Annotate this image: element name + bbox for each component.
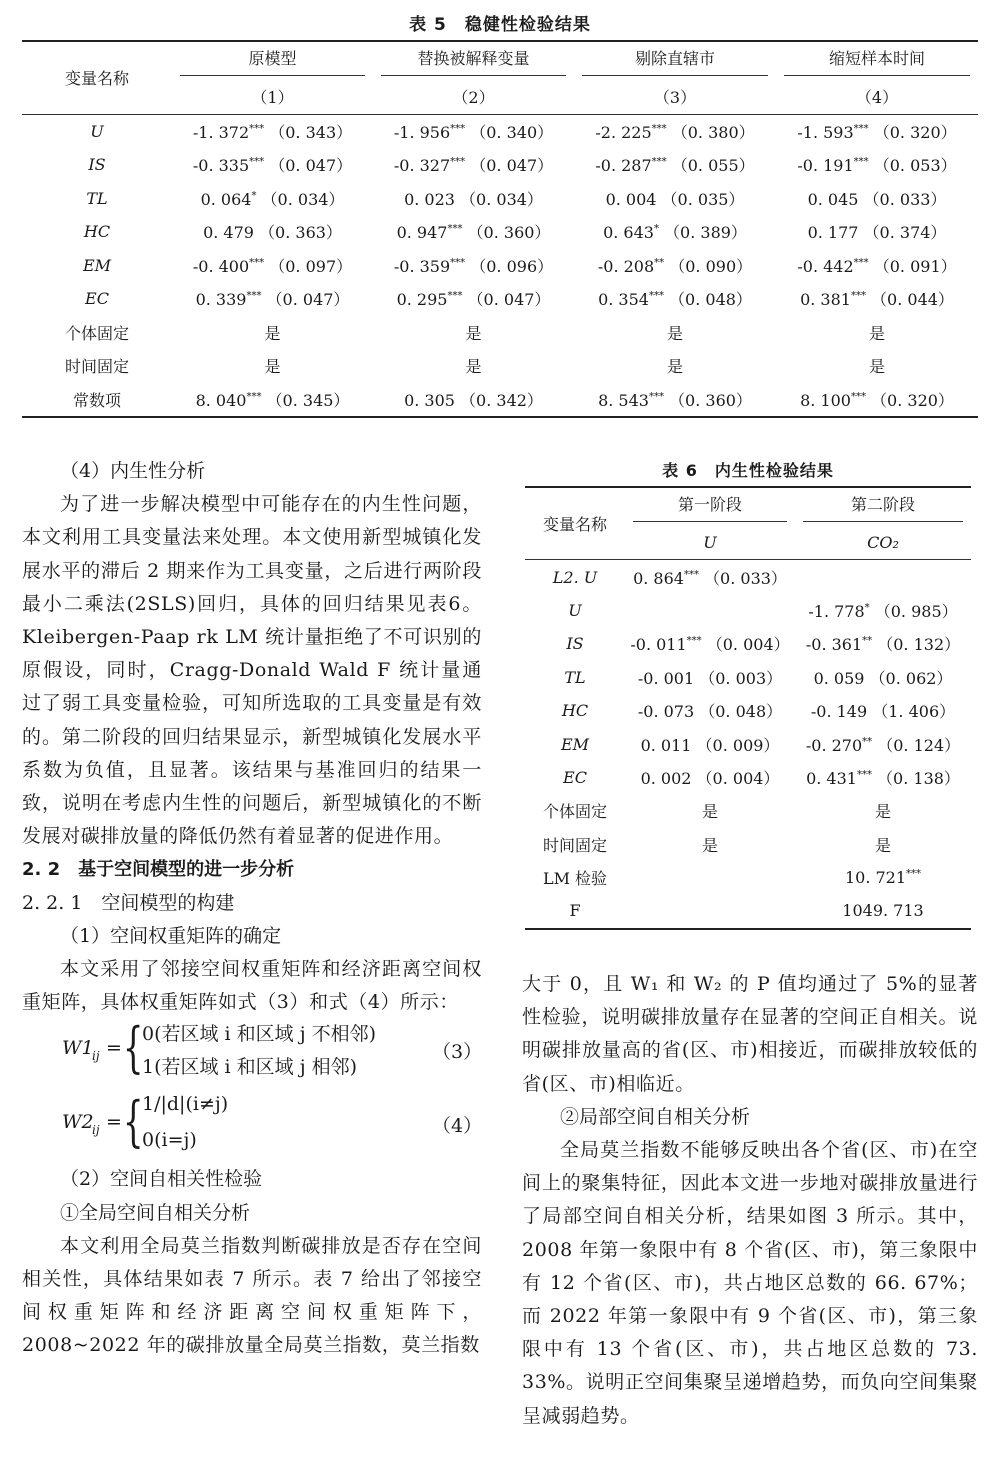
coef-value: 是 [701, 835, 718, 855]
table-cell [574, 349, 776, 383]
coef-value: 0. 864 [633, 568, 684, 588]
std-error: （0. 320） [865, 390, 954, 410]
std-error: （0. 047） [465, 156, 554, 176]
std-error: （0. 360） [462, 223, 551, 243]
moran-result-paragraph: 大于 0，且 W₁ 和 W₂ 的 P 值均通过了 5%的显著性检验，说明碳排放量存在显著的空间正自相关。说明碳排放量高的省(区、市)相接近，而碳排放较低的省(区、市)相临近。 [522, 973, 978, 1095]
table-cell [625, 594, 795, 627]
coef-value: 1049. 713 [842, 901, 924, 921]
significance-stars: *** [249, 156, 265, 168]
coef-value: 0. 354 [598, 290, 649, 310]
std-error: （0. 047） [264, 156, 353, 176]
significance-stars: *** [853, 123, 869, 135]
coef-value: 0. 177 [807, 223, 859, 243]
std-error: （0. 380） [666, 122, 755, 142]
row-label: HC [83, 222, 111, 242]
coef-value: 0. 305 [404, 390, 455, 410]
row-label: EC [85, 289, 109, 309]
coef-value: 是 [868, 357, 885, 377]
sub-1-heading: （1）空间权重矩阵的确定 [60, 924, 282, 947]
std-error: （0. 091） [868, 256, 957, 276]
table-cell [625, 694, 795, 727]
std-error: （0. 138） [871, 768, 960, 788]
coef-value: -0. 191 [797, 156, 854, 176]
significance-stars: *** [856, 769, 872, 781]
eq3-sub: ij [92, 1049, 100, 1064]
weight-matrix-paragraph: 本文采用了邻接空间权重矩阵和经济距离空间权重矩阵，具体权重矩阵如式（3）和式（4）所示： [22, 958, 482, 1014]
coef-value: -1. 778 [808, 601, 865, 621]
coef-value: -0. 011 [630, 635, 687, 655]
model-number: （3） [653, 88, 697, 108]
significance-stars: *** [850, 391, 866, 403]
std-error: （0. 044） [865, 290, 954, 310]
coef-value: -0. 361 [805, 635, 863, 655]
var-header: 变量名称 [64, 69, 129, 89]
table-row [525, 694, 971, 727]
eq3-number: （3） [432, 1041, 483, 1064]
left-column [22, 455, 482, 1363]
significance-stars: ** [654, 257, 665, 269]
coef-value: -0. 270 [805, 735, 863, 755]
table-cell [776, 282, 978, 316]
table-cell [574, 282, 776, 316]
significance-stars: * [251, 190, 257, 202]
coef-value: 0. 023 [404, 189, 455, 209]
significance-stars: *** [651, 123, 667, 135]
table-cell [172, 148, 373, 182]
coef-value: 10. 721 [844, 868, 907, 888]
table-cell [574, 383, 776, 417]
table-row [525, 828, 971, 861]
section-4-heading: （4）内生性分析 [60, 460, 206, 482]
table-cell [625, 761, 795, 794]
std-error: （0. 985） [869, 601, 958, 621]
coef-value: 8. 040 [195, 390, 247, 410]
local-autocorr-heading: ②局部空间自相关分析 [560, 1105, 751, 1128]
table-row [525, 794, 971, 827]
std-error: （0. 374） [858, 223, 947, 243]
model-number: （4） [855, 88, 899, 108]
std-error: （0. 340） [465, 122, 554, 142]
std-error: （0. 360） [663, 390, 752, 410]
coef-value: 0. 381 [800, 290, 851, 310]
table-cell [172, 316, 373, 350]
table-cell [776, 349, 978, 383]
significance-stars: *** [447, 290, 463, 302]
table-cell [776, 215, 978, 249]
significance-stars: *** [648, 391, 664, 403]
coef-value: 是 [465, 357, 482, 377]
significance-stars: *** [249, 123, 265, 135]
eq3-brace: { [122, 1016, 144, 1080]
coef-value: 是 [874, 802, 891, 822]
table-row [525, 861, 971, 894]
significance-stars: *** [249, 257, 265, 269]
table-cell [795, 861, 971, 894]
coef-value: -0. 400 [192, 256, 250, 276]
table-row [22, 215, 978, 249]
std-error: （0. 345） [261, 390, 350, 410]
table-cell [795, 761, 971, 794]
table-cell [625, 894, 795, 927]
row-label: HC [561, 701, 589, 721]
table-row [22, 316, 978, 350]
dep-var: U [703, 533, 717, 553]
coef-value: 是 [465, 323, 482, 343]
row-label: U [90, 121, 104, 141]
std-error: （0. 004） [701, 635, 790, 655]
row-label: 常数项 [72, 390, 121, 410]
table-cell [373, 316, 574, 350]
std-error: （0. 034） [256, 189, 345, 209]
table-row [22, 148, 978, 182]
stage-header: 第一阶段 [633, 492, 787, 522]
table-6-body [525, 488, 971, 928]
std-error: （0. 090） [664, 256, 753, 276]
std-error: （0. 048） [694, 702, 783, 722]
significance-stars: *** [853, 257, 869, 269]
coef-value: 0. 339 [195, 290, 247, 310]
significance-stars: *** [246, 391, 262, 403]
dep-var: CO₂ [867, 533, 899, 553]
section-2-2-heading: 2. 2 基于空间模型的进一步分析 [22, 859, 295, 881]
table-cell [574, 215, 776, 249]
table-row [525, 761, 971, 794]
table-cell [776, 316, 978, 350]
table-cell [172, 383, 373, 417]
coef-value: -1. 956 [393, 122, 451, 142]
std-error: （0. 389） [658, 223, 747, 243]
coef-value: 8. 100 [800, 390, 851, 410]
std-error: （0. 034） [454, 189, 543, 209]
sub-2-heading: （2）空间自相关性检验 [60, 1168, 263, 1191]
significance-stars: *** [686, 636, 702, 648]
eq3-lhs: W1 [62, 1037, 94, 1060]
eq3-case-1: 0(若区域 i 和区域 j 不相邻) [142, 1023, 377, 1046]
coef-value: -0. 359 [393, 256, 451, 276]
std-error: （0. 047） [462, 290, 551, 310]
std-error: （0. 047） [261, 290, 350, 310]
eq3-case-2: 1(若区域 i 和区域 j 相邻) [142, 1056, 358, 1079]
table-6-rows [525, 560, 971, 928]
eq4-sub: ij [92, 1123, 100, 1138]
row-label: U [568, 600, 582, 620]
coef-value: 是 [666, 323, 683, 343]
std-error: （0. 053） [868, 156, 957, 176]
model-header: 剔除直辖市 [582, 46, 768, 76]
row-label: L2. U [552, 567, 598, 587]
eq4-case-1: 1/|d|(i≠j) [142, 1093, 229, 1116]
significance-stars: *** [853, 156, 869, 168]
table-row [22, 383, 978, 417]
table-5 [22, 10, 978, 418]
std-error: （0. 124） [872, 735, 961, 755]
table-row [525, 627, 971, 660]
significance-stars: *** [450, 257, 466, 269]
std-error: （0. 343） [264, 122, 353, 142]
coef-value: 0. 431 [806, 768, 857, 788]
coef-value: -0. 208 [597, 256, 655, 276]
row-label: EM [560, 734, 590, 754]
std-error: （0. 033） [698, 568, 787, 588]
table-cell [625, 828, 795, 861]
table-cell [795, 727, 971, 760]
table-6-caption: 表 6 内生性检验结果 [662, 461, 834, 480]
table-cell [795, 661, 971, 694]
table-cell [574, 182, 776, 216]
var-header: 变量名称 [542, 515, 607, 535]
table-cell [172, 349, 373, 383]
significance-stars: * [653, 223, 659, 235]
row-label: EM [82, 255, 112, 275]
coef-value: -0. 335 [192, 156, 250, 176]
table-row [525, 560, 971, 594]
std-error: （0. 062） [864, 668, 953, 688]
table-cell [795, 894, 971, 927]
table-cell [373, 282, 574, 316]
sub-3-heading: ①全局空间自相关分析 [60, 1201, 251, 1224]
table-cell [373, 182, 574, 216]
std-error: （0. 363） [253, 223, 342, 243]
significance-stars: *** [651, 156, 667, 168]
coef-value: 是 [868, 323, 885, 343]
coef-value: 0. 059 [813, 668, 865, 688]
table-cell [776, 182, 978, 216]
table-cell [574, 249, 776, 283]
coef-value: -2. 225 [595, 122, 652, 142]
model-header: 替换被解释变量 [381, 46, 566, 76]
coef-value: 是 [701, 802, 718, 822]
row-label: EC [563, 767, 587, 787]
table-cell [625, 727, 795, 760]
eq4-case-2: 0(i=j) [142, 1129, 197, 1152]
table-cell [172, 182, 373, 216]
table-cell [625, 627, 795, 660]
table-cell [574, 114, 776, 148]
std-error: （0. 097） [264, 256, 353, 276]
coef-value: -0. 149 [810, 702, 868, 722]
coef-value: 0. 064 [200, 189, 252, 209]
eq4-lhs: W2 [62, 1111, 94, 1134]
coef-value: 0. 011 [640, 735, 692, 755]
significance-stars: *** [246, 290, 262, 302]
coef-value: -1. 593 [797, 122, 854, 142]
coef-value: -0. 442 [797, 256, 854, 276]
table-cell [373, 349, 574, 383]
row-label: 时间固定 [64, 357, 129, 377]
row-label: IS [566, 634, 584, 654]
table-cell [795, 594, 971, 627]
table-cell [776, 148, 978, 182]
table-row [525, 594, 971, 627]
table-row [525, 894, 971, 927]
table-row [22, 114, 978, 148]
coef-value: 8. 543 [598, 390, 649, 410]
std-error: （0. 035） [656, 189, 745, 209]
significance-stars: *** [906, 868, 922, 880]
table-cell [625, 560, 795, 594]
table-6 [525, 456, 971, 930]
coef-value: 0. 002 [640, 768, 692, 788]
eq4-number: （4） [432, 1115, 483, 1138]
table-row [22, 349, 978, 383]
coef-value: 0. 295 [396, 290, 448, 310]
coef-value: -1. 372 [192, 122, 250, 142]
std-error: （0. 320） [868, 122, 957, 142]
significance-stars: ** [862, 736, 873, 748]
std-error: （0. 055） [666, 156, 755, 176]
table-5-rows [22, 114, 978, 416]
model-header: 缩短样本时间 [784, 46, 970, 76]
table-cell [574, 316, 776, 350]
significance-stars: *** [450, 156, 466, 168]
coef-value: 是 [264, 357, 281, 377]
coef-value: 0. 643 [603, 223, 654, 243]
table-cell [373, 383, 574, 417]
global-moran-paragraph: 本文利用全局莫兰指数判断碳排放是否存在空间相关性，具体结果如表 7 所示。表 7 给出了邻接空间权重矩阵和经济距离空间权重矩阵下，2008~2022 年的碳排放量全局莫兰指数，莫兰指数 [22, 1234, 482, 1357]
table-cell [795, 627, 971, 660]
row-label: TL [564, 667, 586, 687]
significance-stars: *** [450, 123, 466, 135]
std-error: （1. 406） [867, 702, 956, 722]
coef-value: 0. 045 [807, 189, 859, 209]
std-error: （0. 009） [691, 735, 780, 755]
row-label: 时间固定 [542, 835, 607, 855]
coef-value: -0. 327 [393, 156, 451, 176]
table-cell [373, 148, 574, 182]
std-error: （0. 003） [694, 668, 783, 688]
table-cell [373, 249, 574, 283]
table-5-body [22, 42, 978, 416]
std-error: （0. 132） [872, 635, 961, 655]
table-cell [795, 694, 971, 727]
table-row [22, 249, 978, 283]
significance-stars: *** [648, 290, 664, 302]
row-label: F [569, 901, 581, 921]
row-label: 个体固定 [542, 802, 607, 822]
table-cell [574, 148, 776, 182]
table-cell [373, 215, 574, 249]
coef-value: 0. 004 [605, 189, 657, 209]
table-5-caption: 表 5 稳健性检验结果 [409, 15, 591, 35]
coef-value: -0. 287 [595, 156, 652, 176]
significance-stars: ** [862, 636, 873, 648]
equation-3 [22, 1016, 483, 1085]
coef-value: 0. 479 [203, 223, 254, 243]
table-cell [172, 282, 373, 316]
coef-value: 是 [874, 835, 891, 855]
table-cell [776, 114, 978, 148]
significance-stars: *** [850, 290, 866, 302]
table-cell [795, 794, 971, 827]
table-row [22, 282, 978, 316]
table-cell [625, 661, 795, 694]
table-cell [172, 215, 373, 249]
table-cell [625, 794, 795, 827]
significance-stars: *** [683, 569, 699, 581]
table-cell [625, 861, 795, 894]
table-cell [776, 383, 978, 417]
row-label: LM 检验 [542, 869, 608, 889]
table-cell [373, 114, 574, 148]
table-cell [795, 828, 971, 861]
row-label: TL [86, 188, 108, 208]
coef-value: -0. 073 [637, 702, 695, 722]
std-error: （0. 096） [465, 256, 554, 276]
table-row [525, 661, 971, 694]
table-row [22, 182, 978, 216]
coef-value: -0. 001 [637, 668, 695, 688]
row-label: IS [88, 155, 106, 175]
table-cell [795, 560, 971, 594]
endogeneity-paragraph: 为了进一步解决模型中可能存在的内生性问题，本文利用工具变量法来处理。本文使用新型城镇化发展水平的滞后 2 期来作为工具变量，之后进行两阶段最小二乘法(2SLS)回归，具体的回归结果见表6。Kleibergen-Paap rk LM 统计量拒绝了不可识别的原假设，同时，Cragg-Donald Wald F 统计量通过了弱工具变量检验，可知所选取的工具变量是有效的。第二阶段的回归结果显示，新型城镇化发展水平系数为负值，且显著。该结果与基准回归的结果一致，说明在考虑内生性的问题后，新型城镇化的不断发展对碳排放量的降低仍然有着显著的促进作用。 [22, 493, 482, 848]
std-error: （0. 004） [691, 768, 780, 788]
equation-4 [22, 1091, 482, 1163]
model-number: （2） [452, 88, 495, 108]
std-error: （0. 033） [858, 189, 947, 209]
row-label: 个体固定 [64, 323, 129, 343]
coef-value: 是 [264, 323, 281, 343]
significance-stars: *** [447, 223, 463, 235]
eq4-brace: { [122, 1090, 144, 1154]
std-error: （0. 342） [454, 390, 543, 410]
section-2-2-1-heading: 2. 2. 1 空间模型的构建 [22, 891, 235, 914]
table-cell [776, 249, 978, 283]
model-header: 原模型 [180, 46, 365, 76]
eq4-equals: = [106, 1111, 122, 1134]
table-cell [172, 249, 373, 283]
eq3-equals: = [106, 1037, 122, 1060]
right-column [522, 968, 978, 1433]
coef-value: 0. 947 [396, 223, 448, 243]
model-number: （1） [251, 88, 294, 108]
table-row [525, 727, 971, 760]
stage-header: 第二阶段 [803, 492, 963, 522]
coef-value: 是 [666, 357, 683, 377]
local-moran-paragraph: 全局莫兰指数不能够反映出各个省(区、市)在空间上的聚集特征，因此本文进一步地对碳排放量进行了局部空间自相关分析，结果如图 3 所示。其中，2008 年第一象限中有 8 个省(区、市)，第三象限中有 12 个省(区、市)，共占地区总数的 66. 67%；而 2022 年第一象限中有 9 个省(区、市)，第三象限中有 13 个省(区、市)，共占地区总数的 73. 33%。说明正空间集聚呈递增趋势，而负向空间集聚呈减弱趋势。 [522, 1139, 978, 1427]
table-cell [172, 114, 373, 148]
std-error: （0. 048） [663, 290, 752, 310]
significance-stars: * [864, 602, 870, 614]
